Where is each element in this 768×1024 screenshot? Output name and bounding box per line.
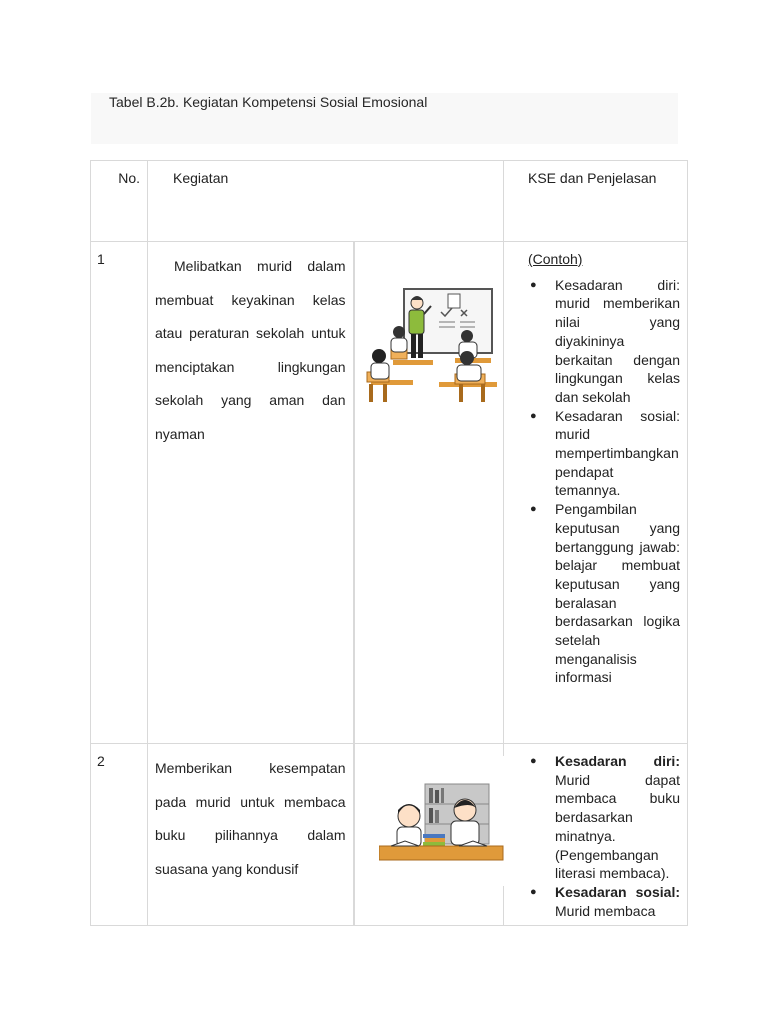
row-number-cell — [91, 242, 148, 744]
row-number: 2 — [97, 753, 105, 769]
table-row — [91, 242, 688, 744]
illustration-cell — [354, 242, 504, 744]
kse-example-note: (Contoh) — [528, 251, 583, 267]
row-number-cell — [91, 744, 148, 926]
list-item-text: Pengambilan keputusan yang bertanggung jawab: belajar membuat keputusan yang beralasan berdasarkan logika setelah menganalisis informasi — [555, 501, 680, 686]
list-item-term: Kesadaran sosial: — [555, 883, 680, 900]
illustration-cell — [354, 744, 504, 926]
list-item-text: Kesadaran sosial: murid mempertimbangkan pendapat temannya. — [555, 407, 680, 499]
row-number: 1 — [97, 251, 105, 267]
list-item-text: Murid dapat membaca buku berdasarkan minatnya. (Pengembangan literasi membaca). — [555, 771, 680, 882]
activity-text: Melibatkan murid dalam membuat keyakinan kelas atau peraturan sekolah untuk menciptakan lingkungan sekolah yang aman dan nyaman — [155, 258, 346, 442]
table-header-row — [91, 161, 688, 242]
kse-cell — [504, 242, 688, 744]
table-caption-box — [91, 93, 678, 144]
header-no-cell — [91, 161, 148, 242]
header-kegiatan: Kegiatan — [173, 170, 229, 186]
activity-cell — [148, 242, 354, 744]
header-no: No. — [118, 170, 140, 186]
list-item-term: Kesadaran diri: — [555, 753, 680, 769]
list-item-text: Kesadaran diri: murid memberikan nilai yang diyakininya berkaitan dengan lingkungan kelas dan sekolah — [555, 276, 680, 405]
reading-illustration — [379, 756, 505, 886]
kse-cell — [504, 744, 688, 926]
activities-table — [90, 160, 688, 926]
kse-content — [504, 744, 687, 920]
header-kse: KSE dan Penjelasan — [528, 170, 657, 186]
list-item — [528, 500, 680, 687]
list-item — [528, 883, 680, 920]
list-item — [528, 752, 680, 883]
header-kegiatan-cell — [148, 161, 504, 242]
activity-text: Memberikan kesempatan pada murid untuk membaca buku pilihannya dalam suasana yang kondusif — [155, 760, 346, 877]
list-item — [528, 407, 680, 501]
table-row — [91, 744, 688, 926]
kse-content — [504, 242, 687, 687]
kse-list — [528, 276, 680, 687]
header-kse-cell — [504, 161, 688, 242]
list-item — [528, 276, 680, 407]
kse-list — [528, 752, 680, 920]
list-item-text: Murid membaca — [555, 902, 656, 919]
table-caption: Tabel B.2b. Kegiatan Kompetensi Sosial Emosional — [109, 94, 428, 110]
classroom-illustration — [363, 272, 503, 422]
activity-cell — [148, 744, 354, 926]
